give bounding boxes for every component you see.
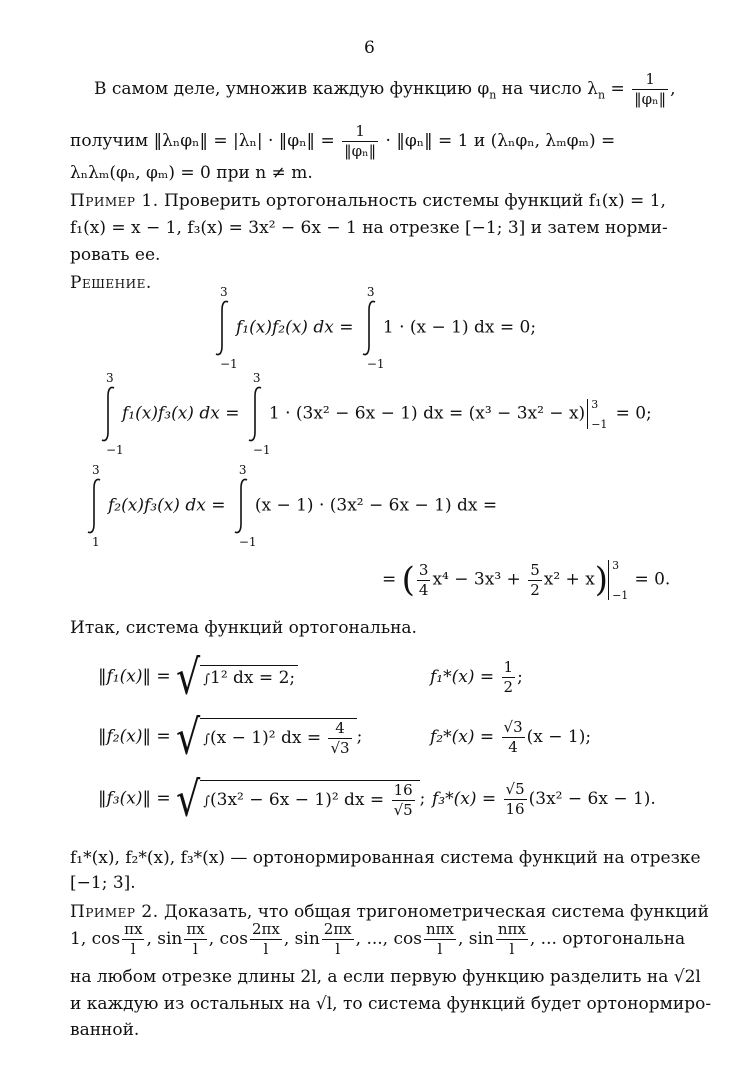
integral-sign-4	[245, 371, 271, 457]
lambda-fraction	[632, 72, 668, 107]
eq2-right: 1 · (3x² − 6x − 1) dx = (x³ − 3x² − x)	[268, 403, 586, 424]
ex2-frac-a	[122, 922, 144, 957]
ex2-g: , ... ортогональна	[529, 929, 686, 949]
int4-lower: −1	[252, 443, 271, 457]
eval-upper-1: 3	[591, 398, 599, 411]
example2-line4: и каждую из остальных на √l, то система функций будет ортонормиро-	[70, 994, 712, 1014]
eq4-frac2-den: 2	[530, 580, 540, 599]
norm3-left: ‖f₃(x)‖ =	[98, 788, 177, 809]
sqrt-sign-3: √	[176, 771, 201, 827]
ex2-a: 1, cos	[70, 929, 121, 949]
int2-upper: 3	[366, 285, 375, 299]
norm1r-den: 2	[503, 678, 514, 696]
eval-lower-1: −1	[591, 418, 608, 431]
norm-row-1	[98, 649, 298, 705]
norm3-radicand: ∫(3x² − 6x − 1)² dx = $\frac{16}{√5}$	[200, 780, 419, 818]
norm1-inner: 1² dx = 2;	[210, 667, 296, 688]
eq1-left: f₁(x)f₂(x) dx =	[236, 317, 359, 338]
norm-frac-den: ‖φₙ‖	[344, 142, 377, 160]
norm2r-den: 4	[508, 738, 518, 756]
norm-frac-num: 1	[342, 124, 378, 142]
example1-line3: ровать ее.	[70, 245, 161, 265]
equation-2	[98, 371, 652, 457]
integral-sign-2	[359, 285, 385, 371]
norm-fraction	[342, 124, 378, 159]
eq4-frac1-den: 4	[418, 580, 429, 599]
int5-lower: 1	[92, 535, 100, 549]
norm-result-3	[432, 782, 656, 832]
example1-text1: Проверить ортогональность системы функций f₁(x) = 1,	[158, 191, 666, 211]
int6-lower: −1	[238, 535, 257, 549]
lambda-frac-num: 1	[632, 72, 668, 90]
norm2r-frac	[502, 720, 525, 755]
eq3-left: f₂(x)f₃(x) dx =	[108, 495, 231, 516]
integral-sign-3	[98, 371, 124, 457]
norm2r-end: (x − 1);	[526, 727, 592, 747]
example2-line2	[70, 922, 685, 964]
eq4-frac1	[417, 560, 431, 599]
ex2-frac-a2	[184, 922, 206, 957]
norm3-den: √5	[393, 801, 413, 819]
ex2-frac-c2-den: l	[509, 940, 515, 958]
int3-upper: 3	[106, 371, 114, 385]
lambda-frac-den: ‖φₙ‖	[634, 90, 667, 108]
page-number: 6	[364, 38, 375, 58]
eq3-right: (x − 1) · (3x² − 6x − 1) dx =	[254, 495, 498, 516]
norm2r-num: √3	[503, 718, 523, 736]
ex2-frac-c	[424, 922, 456, 957]
norm1r-left: f₁*(x) =	[430, 667, 500, 687]
ex2-frac-b2-den: l	[335, 940, 341, 958]
norm-row-2	[98, 709, 363, 768]
norm2-den: √3	[330, 739, 350, 757]
eq4-frac2	[528, 560, 542, 599]
ex2-frac-c-den: l	[437, 940, 443, 958]
equation-3	[84, 463, 498, 549]
ex2-frac-b-num: 2πx	[251, 920, 280, 938]
eq2-end: = 0;	[610, 403, 652, 424]
ex2-e: , ..., cos	[355, 929, 422, 949]
integral-sign-5	[84, 463, 106, 549]
example2-line3: на любом отрезке длины 2l, а если первую функцию разделить на √2l	[70, 967, 701, 987]
norm-row-3	[98, 771, 426, 830]
ex2-frac-a-den: l	[130, 940, 136, 958]
ex2-c: , cos	[208, 929, 248, 949]
norm2-end: ;	[356, 726, 363, 747]
norm1r-end: ;	[517, 667, 523, 687]
norm3-end: ;	[419, 788, 426, 809]
solution-label: Решение.	[70, 273, 152, 293]
norm1r-frac	[502, 660, 516, 695]
norm3r-end: (3x² − 6x − 1).	[528, 789, 656, 809]
norm3-num: 16	[392, 783, 415, 801]
conclusion-line: Итак, система функций ортогональна.	[70, 618, 417, 638]
ex2-frac-a2-den: l	[193, 940, 198, 958]
eval-upper-2: 3	[612, 559, 620, 572]
norm1r-num: 1	[503, 658, 514, 676]
example2-label: Пример 2.	[70, 902, 159, 922]
example2-line5: ванной.	[70, 1020, 140, 1040]
para1-eq: =	[605, 79, 631, 99]
int6-upper: 3	[238, 463, 247, 477]
ex2-frac-b-den: l	[263, 940, 269, 958]
example1-label: Пример 1.	[70, 191, 159, 211]
orthonormal-line2: [−1; 3].	[70, 873, 136, 893]
norm1-radicand: ∫1² dx = 2;	[200, 665, 298, 690]
para1-line1: В самом деле, умножив каждую функцию $\varphi_n$ на число $\lambda_n$ = $\frac{1}{\text{‖φₙ‖}}$ ,	[94, 70, 676, 108]
para1-line2-b: · ‖φₙ‖ = 1 и (λₙφₙ, λₘφₘ) =	[385, 131, 616, 151]
eq2-left: f₁(x)f₃(x) dx =	[122, 403, 245, 424]
int4-upper: 3	[252, 371, 261, 385]
eval-lower-2: −1	[612, 589, 629, 602]
eq4-end: = 0.	[629, 569, 671, 590]
example1-line1	[70, 191, 666, 211]
ex2-frac-a-num: πx	[124, 920, 143, 938]
eq4-frac1-num: 3	[418, 560, 429, 579]
para1-text-a: В самом деле, умножив каждую функцию φ	[94, 79, 490, 99]
norm2-frac	[328, 721, 351, 756]
ex2-frac-b2	[322, 922, 354, 957]
ex2-frac-a2-num: πx	[186, 920, 205, 938]
int1-lower: −1	[220, 357, 238, 371]
example1-line2: f₁(x) = x − 1, f₃(x) = 3x² − 6x − 1 на отрезке [−1; 3] и затем норми-	[70, 218, 668, 238]
norm2r-left: f₂*(x) =	[430, 727, 500, 747]
para1-text-b: на число λ	[496, 79, 598, 99]
orthonormal-line1: f₁*(x), f₂*(x), f₃*(x) — ортонормированная система функций на отрезке	[70, 848, 701, 868]
int1-upper: 3	[220, 285, 228, 299]
para1-line2	[70, 124, 615, 159]
norm2-left: ‖f₂(x)‖ =	[98, 726, 177, 747]
eq4-frac2-num: 5	[530, 560, 540, 579]
norm3-frac	[392, 783, 415, 818]
eq4-eq: =	[382, 569, 402, 590]
ex2-d: , sin	[283, 929, 320, 949]
norm-result-2	[430, 720, 591, 770]
norm-result-1	[430, 660, 523, 706]
ex2-f: , sin	[457, 929, 494, 949]
integral-sign-1	[212, 285, 238, 371]
eq1-right: 1 · (x − 1) dx = 0;	[382, 317, 537, 338]
int2-lower: −1	[366, 357, 385, 371]
ex2-frac-c-num: nπx	[425, 920, 454, 938]
ex2-b: , sin	[146, 929, 183, 949]
sqrt-sign-2: √	[176, 709, 201, 765]
int5-upper: 3	[92, 463, 100, 477]
norm2-inner: (x − 1)² dx =	[210, 728, 327, 748]
norm2-radicand: ∫(x − 1)² dx = $\frac{4}{√3}$	[200, 718, 356, 756]
example2-line1	[70, 902, 709, 922]
ex2-frac-c2	[496, 922, 528, 957]
ex2-frac-b	[250, 922, 282, 957]
norm3r-num: √5	[505, 780, 525, 798]
ex2-frac-c2-num: nπx	[497, 920, 526, 938]
example2-text1: Доказать, что общая тригонометрическая система функций	[158, 902, 709, 922]
ex2-frac-b2-num: 2πx	[323, 920, 352, 938]
para1-line2-a: получим ‖λₙφₙ‖ = |λₙ| · ‖φₙ‖ =	[70, 131, 341, 151]
eq4-tail: x² + x	[543, 569, 595, 590]
norm3r-left: f₃*(x) =	[432, 789, 502, 809]
norm3r-frac	[504, 782, 527, 817]
norm1-left: ‖f₁(x)‖ =	[98, 666, 177, 687]
equation-4: = ( $\frac{3}{4}$ x⁴ − 3x³ + $\frac{5}{2}$ x² + x) 3 −1 = 0.	[382, 560, 670, 610]
para1-line3: λₙλₘ(φₙ, φₘ) = 0 при n ≠ m.	[70, 163, 313, 183]
integral-sign-6	[231, 463, 257, 549]
norm2-num: 4	[328, 721, 351, 739]
sqrt-sign-1: √	[176, 649, 201, 705]
eq4-mid: x⁴ − 3x³ +	[432, 569, 527, 590]
equation-1	[212, 285, 537, 371]
int3-lower: −1	[106, 443, 124, 457]
norm3r-den: 16	[505, 800, 525, 818]
norm3-inner: (3x² − 6x − 1)² dx =	[210, 790, 390, 810]
para1-line1-end: ,	[670, 79, 676, 99]
